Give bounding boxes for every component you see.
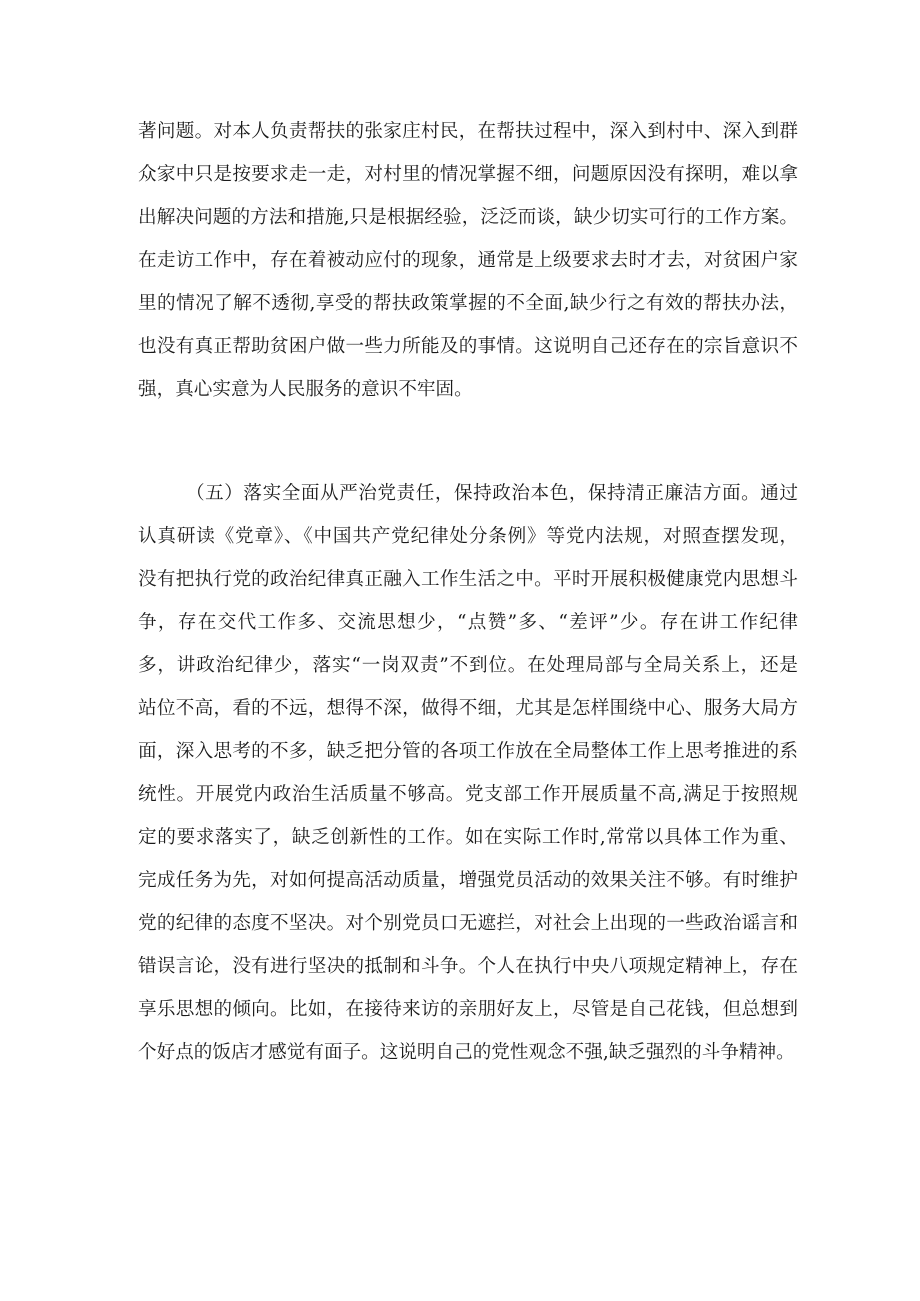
text-line: 定的要求落实了，缺乏创新性的工作。如在实际工作时,常常以具体工作为重、 [138, 827, 798, 848]
text-line: 争，存在交代工作多、交流思想少，“点赞”多、“差评”少。存在讲工作纪律 [138, 612, 798, 633]
paragraph-helping-villagers [138, 110, 798, 411]
text-line: 站位不高，看的不远，想得不深，做得不细，尤其是怎样围绕中心、服务大局方 [138, 698, 798, 719]
text-line: 没有把执行党的政治纪律真正融入工作生活之中。平时开展积极健康党内思想斗 [138, 569, 798, 590]
text-line: 著问题。对本人负责帮扶的张家庄村民，在帮扶过程中，深入到村中、深入到群 [138, 121, 798, 142]
text-line: 多，讲政治纪律少，落实“一岗双责”不到位。在处理局部与全局关系上，还是 [138, 655, 798, 676]
text-line: 也没有真正帮助贫困户做一些力所能及的事情。这说明自己还存在的宗旨意识不 [138, 336, 798, 357]
text-line: 享乐思想的倾向。比如，在接待来访的亲朋好友上，尽管是自己花钱，但总想到 [138, 999, 798, 1020]
text-line: 完成任务为先，对如何提高活动质量，增强党员活动的效果关注不够。有时维护 [138, 870, 798, 891]
text-line: 出解决问题的方法和措施,只是根据经验，泛泛而谈，缺少切实可行的工作方案。 [138, 207, 798, 228]
section-heading-line: （五）落实全面从严治党责任，保持政治本色，保持清正廉洁方面。通过 [186, 483, 798, 504]
text-line: 个好点的饭店才感觉有面子。这说明自己的党性观念不强,缺乏强烈的斗争精神。 [138, 1042, 795, 1063]
text-line: 里的情况了解不透彻,享受的帮扶政策掌握的不全面,缺少行之有效的帮扶办法， [138, 293, 798, 314]
text-line: 党的纪律的态度不坚决。对个别党员口无遮拦，对社会上出现的一些政治谣言和 [138, 913, 798, 934]
text-line: 在走访工作中，存在着被动应付的现象，通常是上级要求去时才去，对贫困户家 [138, 250, 798, 271]
text-line: 众家中只是按要求走一走，对村里的情况掌握不细，问题原因没有探明，难以拿 [138, 164, 798, 185]
text-line: 认真研读《党章》、《中国共产党纪律处分条例》等党内法规，对照查摆发现， [138, 526, 798, 547]
text-line: 错误言论，没有进行坚决的抵制和斗争。个人在执行中央八项规定精神上，存在 [138, 956, 798, 977]
text-line: 强，真心实意为人民服务的意识不牢固。 [138, 379, 473, 400]
text-line: 面，深入思考的不多，缺乏把分管的各项工作放在全局整体工作上思考推进的系 [138, 741, 798, 762]
text-line: 统性。开展党内政治生活质量不够高。党支部工作开展质量不高,满足于按照规 [138, 784, 798, 805]
paragraph-section-five [138, 472, 798, 1074]
